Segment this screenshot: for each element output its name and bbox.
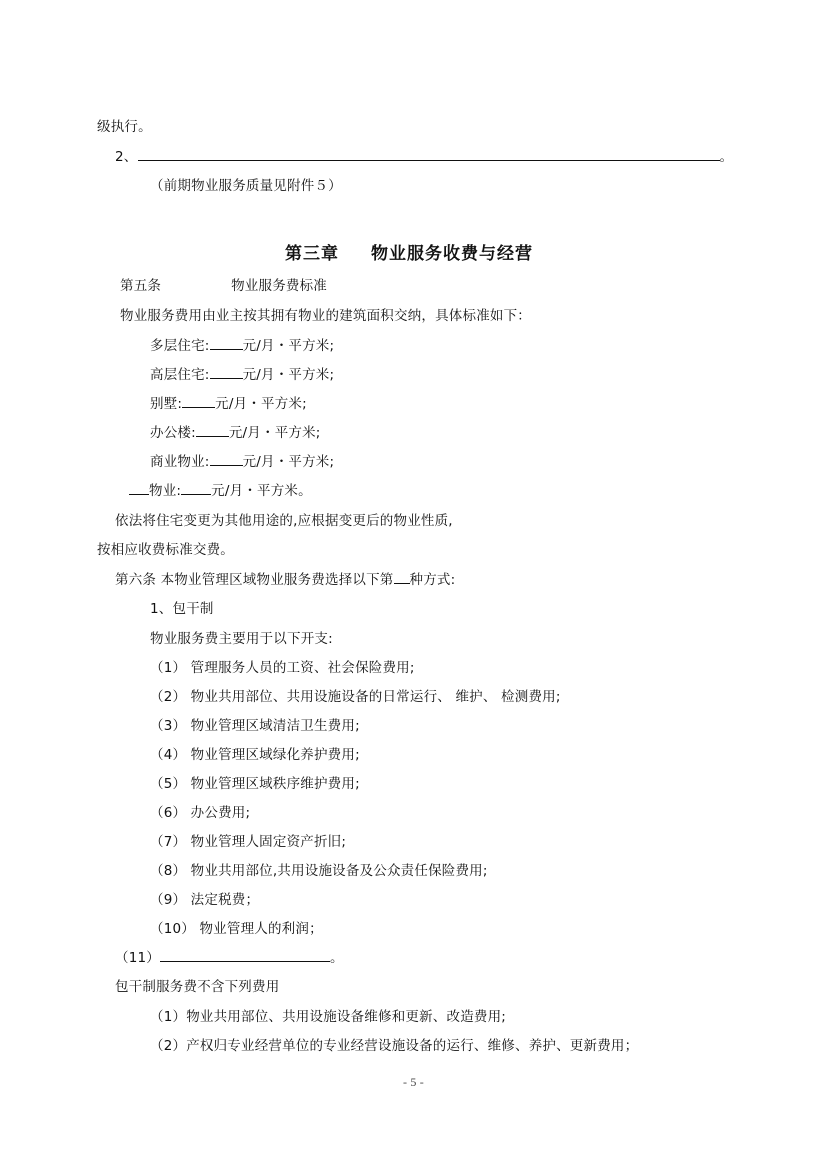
fee-unit: 元/月・平方米; bbox=[215, 396, 307, 412]
fee-label: 别墅: bbox=[150, 396, 183, 412]
article-6-text: 第六条 本物业管理区域物业服务费选择以下第 bbox=[115, 572, 394, 588]
article-5-body: 物业服务费用由业主按其拥有物业的建筑面积交纳，具体标准如下： bbox=[120, 308, 531, 324]
article-number: 第五条 bbox=[120, 278, 162, 294]
fee-unit: 元/月・平方米; bbox=[228, 425, 321, 441]
fill-in-blank[interactable] bbox=[160, 949, 330, 962]
punctuation: 。 bbox=[329, 950, 344, 966]
fee-unit: 元/月・平方米; bbox=[242, 454, 335, 470]
change-use-line-1: 依法将住宅变更为其他用途的,应根据变更后的物业性质, bbox=[115, 513, 453, 529]
list-item: （1）物业共用部位、共用设施设备维修和更新、改造费用; bbox=[150, 1009, 507, 1025]
exclusions-intro: 包干制服务费不含下列费用 bbox=[115, 979, 280, 995]
fee-blank[interactable] bbox=[181, 482, 211, 495]
fee-blank[interactable] bbox=[210, 337, 243, 350]
list-item: （6） 办公费用; bbox=[150, 805, 251, 821]
fee-line-other bbox=[129, 482, 312, 500]
fee-label: 高层住宅: bbox=[150, 367, 210, 383]
list-item: （2）产权归专业经营单位的专业经营设施设备的运行、维修、养护、更新费用； bbox=[150, 1038, 639, 1054]
property-type-blank[interactable] bbox=[129, 482, 149, 495]
fee-line-highrise bbox=[150, 366, 334, 384]
fee-label: 多层住宅: bbox=[150, 338, 210, 354]
text-line: 级执行。 bbox=[97, 119, 152, 135]
fee-line-villa bbox=[150, 395, 307, 413]
fee-label: 商业物业: bbox=[150, 454, 210, 470]
list-item: （5） 物业管理区域秩序维护费用; bbox=[150, 776, 360, 792]
list-item: （1） 管理服务人员的工资、社会保险费用; bbox=[150, 660, 415, 676]
article-5-heading bbox=[120, 277, 327, 295]
item-number: 2、 bbox=[115, 149, 138, 165]
fee-blank[interactable] bbox=[210, 366, 243, 379]
fee-line-office bbox=[150, 424, 321, 442]
item-number: （11） bbox=[115, 950, 160, 966]
list-item: （10） 物业管理人的利润； bbox=[150, 921, 323, 937]
fee-line-multilayer bbox=[150, 337, 334, 355]
article-title: 物业服务费标准 bbox=[231, 278, 328, 294]
fee-line-commercial bbox=[150, 453, 334, 471]
blank-item-2 bbox=[115, 148, 733, 166]
article-6-line bbox=[115, 571, 455, 589]
list-item: （9） 法定税费； bbox=[150, 892, 260, 908]
change-use-line-2: 按相应收费标准交费。 bbox=[97, 542, 234, 558]
punctuation: 。 bbox=[719, 149, 734, 165]
fee-unit: 元/月・平方米; bbox=[242, 367, 335, 383]
fill-in-blank[interactable] bbox=[138, 148, 720, 161]
page-number: - 5 - bbox=[403, 1075, 424, 1089]
list-item: （8） 物业共用部位,共用设施设备及公众责任保险费用; bbox=[150, 863, 488, 879]
attachment-note: （前期物业服务质量见附件５） bbox=[150, 178, 342, 194]
fee-blank[interactable] bbox=[210, 453, 243, 466]
fee-label: 物业: bbox=[149, 483, 182, 499]
option-blank[interactable] bbox=[394, 571, 410, 584]
article-6-text-end: 种方式: bbox=[409, 572, 456, 588]
fee-unit: 元/月・平方米; bbox=[242, 338, 335, 354]
fee-blank[interactable] bbox=[196, 424, 229, 437]
list-item: （7） 物业管理人固定资产折旧; bbox=[150, 834, 347, 850]
fee-blank[interactable] bbox=[182, 395, 215, 408]
chapter-heading bbox=[285, 245, 533, 263]
chapter-number: 第三章 bbox=[285, 244, 339, 264]
list-item-blank bbox=[115, 949, 344, 967]
lump-sum-heading: 1、包干制 bbox=[150, 601, 214, 617]
list-item: （4） 物业管理区域绿化养护费用; bbox=[150, 747, 360, 763]
fee-label: 办公楼: bbox=[150, 425, 196, 441]
fee-unit: 元/月・平方米。 bbox=[211, 483, 312, 499]
list-item: （2） 物业共用部位、共用设施设备的日常运行、 维护、 检测费用; bbox=[150, 689, 561, 705]
list-item: （3） 物业管理区域清洁卫生费用; bbox=[150, 718, 360, 734]
expenses-intro: 物业服务费主要用于以下开支: bbox=[150, 631, 333, 647]
chapter-title: 物业服务收费与经营 bbox=[371, 244, 533, 264]
